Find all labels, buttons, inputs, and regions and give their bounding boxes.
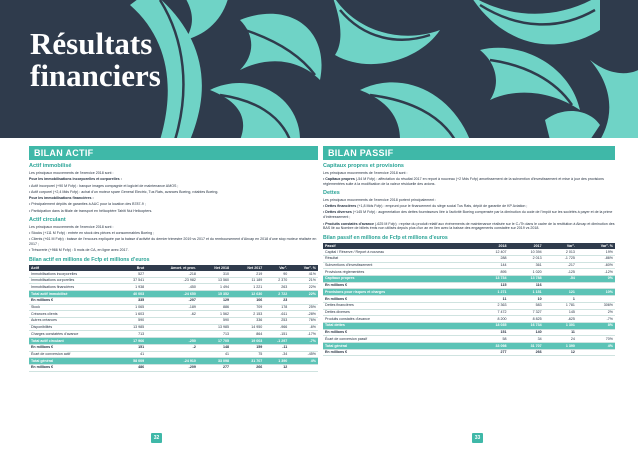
table-row xyxy=(323,309,615,316)
table-row xyxy=(323,329,615,336)
value-cell xyxy=(289,297,318,304)
value-cell: 288 xyxy=(473,255,508,262)
row-label-cell: Résultat xyxy=(323,255,473,262)
column-header: Var°. xyxy=(264,265,289,271)
value-cell: 23 xyxy=(264,297,289,304)
value-cell: 361 xyxy=(508,262,543,269)
row-label-cell: En millions € xyxy=(323,349,473,356)
column-header: Net 2018 xyxy=(198,265,231,271)
table-total-row xyxy=(323,289,615,296)
value-cell: -86% xyxy=(577,255,615,262)
row-label-cell: Stock xyxy=(29,304,120,311)
value-cell: 1 390 xyxy=(264,358,289,365)
table-row xyxy=(323,269,615,276)
value-cell: 1 938 xyxy=(120,284,146,291)
value-cell xyxy=(146,331,198,338)
value-cell: 335 xyxy=(120,297,146,304)
value-cell: 709 xyxy=(231,304,264,311)
value-cell: 13 560 xyxy=(198,277,231,284)
value-cell: 1 781 xyxy=(544,302,577,309)
row-label-cell: Capitaux propres xyxy=(323,275,473,282)
value-cell xyxy=(577,282,615,289)
value-cell: 8% xyxy=(577,322,615,329)
bullet-item xyxy=(323,204,615,209)
value-cell: -217 xyxy=(544,262,577,269)
value-cell: 25% xyxy=(289,304,318,311)
value-cell: 10 xyxy=(508,296,543,303)
bullet-lead: • Produits constatés d’avance xyxy=(323,221,374,226)
value-cell: 4% xyxy=(289,358,318,365)
value-cell: 58 009 xyxy=(120,358,146,365)
value-cell: 253 xyxy=(264,317,289,324)
value-cell: 22% xyxy=(289,291,318,298)
row-label-cell: Immobilisations incorporelles xyxy=(29,271,120,277)
value-cell: 22% xyxy=(289,284,318,291)
value-cell: 145 xyxy=(544,309,577,316)
row-label-cell: Dettes diverses xyxy=(323,309,473,316)
title-line-2: financiers xyxy=(30,58,161,93)
value-cell: 18 035 xyxy=(473,322,508,329)
row-label-cell: En millions € xyxy=(29,344,120,351)
value-cell: 75 xyxy=(231,351,264,358)
value-cell: 713 xyxy=(198,331,231,338)
value-cell: -209 xyxy=(146,364,198,371)
header-banner xyxy=(0,0,638,138)
page-number-right: 33 xyxy=(472,433,483,443)
value-cell: 11 xyxy=(544,329,577,336)
row-label-cell: Total général xyxy=(323,343,473,350)
value-cell: 310 xyxy=(198,271,231,277)
row-label-cell: Immobilisations corporelles xyxy=(29,277,120,284)
value-cell: 527 xyxy=(120,271,146,277)
row-label-cell: En millions € xyxy=(29,297,120,304)
value-cell: 277 xyxy=(198,364,231,371)
paragraph: Les principaux mouvements de l’exercice 2018 portent principalement : xyxy=(323,197,437,202)
table-body xyxy=(29,271,318,371)
value-cell: 8 200 xyxy=(473,316,508,323)
value-cell: 2 153 xyxy=(231,311,264,318)
value-cell: -1 725 xyxy=(544,255,577,262)
row-label-cell: En millions € xyxy=(323,296,473,303)
value-cell: -17% xyxy=(289,331,318,338)
row-label-cell: Immobilisations financières xyxy=(29,284,120,291)
bullet-lead: • Capitaux propres xyxy=(323,177,355,182)
value-cell: 306% xyxy=(577,302,615,309)
value-cell: 106 xyxy=(231,297,264,304)
value-cell: 151 xyxy=(473,329,508,336)
row-label-cell: Dettes financières xyxy=(323,302,473,309)
value-cell: 14 950 xyxy=(231,324,264,331)
value-cell: 1 xyxy=(544,296,577,303)
value-cell: -151 xyxy=(264,331,289,338)
value-cell: 144 xyxy=(473,262,508,269)
value-cell xyxy=(146,351,198,358)
value-cell: -966 xyxy=(264,324,289,331)
value-cell: -250 xyxy=(146,338,198,345)
column-header: Var°. xyxy=(544,243,577,249)
value-cell: 151 xyxy=(120,344,146,351)
table-row xyxy=(29,364,318,371)
bullet-item: • Trésorerie (+966 M Fcfp) : 5 mois de CA, en ligne avec 2017. xyxy=(29,248,129,253)
table-total-row xyxy=(29,291,318,298)
value-cell: 12 xyxy=(544,349,577,356)
value-cell: 2 013 xyxy=(544,249,577,255)
table-row xyxy=(29,344,318,351)
value-cell: 10% xyxy=(577,289,615,296)
column-header: 2017 xyxy=(508,243,543,249)
value-cell: 219 xyxy=(231,271,264,277)
value-cell xyxy=(577,329,615,336)
bullet-item: • Participation dans la filiale de transport en hélicoptère Tahiti Nui Helicopters. xyxy=(29,208,153,213)
value-cell: 7 472 xyxy=(473,309,508,316)
value-cell: 590 xyxy=(120,317,146,324)
paragraph-bold: Pour les immobilisations financières : xyxy=(29,196,94,201)
value-cell: 266 xyxy=(508,349,543,356)
value-cell: 148 xyxy=(198,344,231,351)
value-cell: 129 xyxy=(198,297,231,304)
value-cell: 2 013 xyxy=(508,255,543,262)
value-cell: 31 707 xyxy=(231,358,264,365)
bilan-passif-section xyxy=(323,146,615,356)
table-total-row xyxy=(323,343,615,350)
value-cell: 7 327 xyxy=(508,309,543,316)
value-cell xyxy=(146,317,198,324)
value-cell: -23 982 xyxy=(146,277,198,284)
value-cell: -11 xyxy=(264,344,289,351)
table-body xyxy=(323,249,615,356)
value-cell: 12 407 xyxy=(473,249,508,255)
row-label-cell: En millions € xyxy=(29,364,120,371)
table-row xyxy=(323,349,615,356)
value-cell: 41 xyxy=(198,351,231,358)
row-label-cell: Créances clients xyxy=(29,311,120,318)
value-cell: 2 722 xyxy=(264,291,289,298)
value-cell: 116 xyxy=(508,282,543,289)
value-cell: 16 734 xyxy=(508,322,543,329)
row-label-cell: En millions € xyxy=(323,329,473,336)
value-cell: 121 xyxy=(544,289,577,296)
column-header: Amort. et prov. xyxy=(146,265,198,271)
subheading-actif-circulant: Actif circulant xyxy=(29,216,66,223)
value-cell: 336 xyxy=(231,317,264,324)
value-cell: 10 394 xyxy=(508,249,543,255)
value-cell: 486 xyxy=(120,364,146,371)
value-cell: 4% xyxy=(577,343,615,350)
value-cell: 58 xyxy=(473,336,508,343)
table-row xyxy=(323,255,615,262)
row-label-cell: Total actif immobilisé xyxy=(29,291,120,298)
column-header: Actif xyxy=(29,265,120,271)
value-cell: -7% xyxy=(289,338,318,345)
bullet-lead: • Dettes diverses xyxy=(323,210,352,215)
value-cell: 886 xyxy=(198,304,231,311)
value-cell: -45% xyxy=(289,351,318,358)
value-cell: 19% xyxy=(577,249,615,255)
value-cell: 11 189 xyxy=(231,277,264,284)
row-label-cell: Total général xyxy=(29,358,120,365)
table-row xyxy=(29,351,318,358)
row-label-cell: Charges constatées d’avance xyxy=(29,331,120,338)
value-cell xyxy=(146,324,198,331)
paragraph: Les principaux mouvements de l’exercice 2018 sont : xyxy=(29,171,114,175)
value-cell: 1 494 xyxy=(198,284,231,291)
bullet-item xyxy=(323,210,615,220)
column-header: Passif xyxy=(323,243,473,249)
value-cell: 37 541 xyxy=(120,277,146,284)
value-cell: 159 xyxy=(231,344,264,351)
table-row xyxy=(29,297,318,304)
table-row xyxy=(323,282,615,289)
bullet-lead: • Dettes financières xyxy=(323,204,357,209)
value-cell: 34 xyxy=(508,336,543,343)
row-label-cell: Écart de conversion actif xyxy=(29,351,120,358)
value-cell: 24 xyxy=(544,336,577,343)
value-cell: -54 xyxy=(544,275,577,282)
value-cell: 2 370 xyxy=(264,277,289,284)
row-label-cell: Provisions pour risques et charges xyxy=(323,289,473,296)
row-label-cell: Autres créances xyxy=(29,317,120,324)
value-cell: 1 065 xyxy=(120,304,146,311)
table-row xyxy=(323,296,615,303)
value-cell: 2% xyxy=(577,309,615,316)
value-cell: 1 390 xyxy=(544,343,577,350)
value-cell: 895 xyxy=(473,269,508,276)
value-cell xyxy=(289,364,318,371)
value-cell: 1 151 xyxy=(508,289,543,296)
bullet-item: • Stocks (+111 M Fcfp) : entrée en stock des pièces et consommables Boeing ; xyxy=(29,230,155,235)
value-cell: 17 705 xyxy=(198,338,231,345)
table-row xyxy=(323,262,615,269)
value-cell: 590 xyxy=(198,317,231,324)
value-cell: 2 363 xyxy=(473,302,508,309)
value-cell: 70% xyxy=(577,336,615,343)
table-row xyxy=(29,331,318,338)
title-line-1: Résultats xyxy=(30,26,153,61)
value-cell: -24 650 xyxy=(146,291,198,298)
row-label-cell: Capital / Réserve / Report à nouveau xyxy=(323,249,473,255)
value-cell: 40 003 xyxy=(120,291,146,298)
row-label-cell: Provisions réglementées xyxy=(323,269,473,276)
row-label-cell: Écart de conversion passif xyxy=(323,336,473,343)
value-cell: 21% xyxy=(289,277,318,284)
row-label-cell: Disponibilités xyxy=(29,324,120,331)
table-row xyxy=(29,304,318,311)
bullet-item: • Clients (+61 M Fcfp) : baisse de l’encours expliquée par la baisse d’activité du dernier trimestre 2019 vs 2017 et du remboursement d’Aircap en 2018 d’une stop moteur réalisée en 2017 ; xyxy=(29,237,317,246)
table-row xyxy=(29,317,318,324)
value-cell: 11 xyxy=(473,296,508,303)
section-heading-passif: BILAN PASSIF xyxy=(323,146,615,160)
value-cell: 115 xyxy=(473,282,508,289)
value-cell: 1 271 xyxy=(473,289,508,296)
value-cell: 33 098 xyxy=(198,358,231,365)
column-header: Var°. % xyxy=(289,265,318,271)
value-cell: 12 630 xyxy=(231,291,264,298)
value-cell: 713 xyxy=(120,331,146,338)
value-cell: 12 xyxy=(264,364,289,371)
value-cell: -24 910 xyxy=(146,358,198,365)
value-cell: 1 301 xyxy=(544,322,577,329)
bilan-actif-section xyxy=(29,146,318,372)
paragraph-bold: Pour les immobilisations incorporelles et corporelles : xyxy=(29,177,122,182)
table-title-passif: Bilan passif en millions de Fcfp et millions d’euros xyxy=(323,235,448,242)
subheading-actif-immobilise: Actif immobilisé xyxy=(29,163,72,169)
table-row xyxy=(29,311,318,318)
table-total-row xyxy=(29,338,318,345)
value-cell: 178 xyxy=(264,304,289,311)
value-cell: 583 xyxy=(508,302,543,309)
value-cell: 140 xyxy=(508,329,543,336)
table-row xyxy=(323,336,615,343)
table-total-row xyxy=(323,275,615,282)
value-cell: -62 xyxy=(146,311,198,318)
value-cell xyxy=(577,349,615,356)
value-cell xyxy=(544,282,577,289)
value-cell: -2 xyxy=(146,344,198,351)
table-title-actif: Bilan actif en millions de Fcfp et millions d’euros xyxy=(29,257,150,264)
value-cell: 90 xyxy=(264,271,289,277)
value-cell: 41 xyxy=(120,351,146,358)
value-cell: 33 098 xyxy=(473,343,508,350)
value-cell: -28% xyxy=(289,311,318,318)
value-cell: -450 xyxy=(146,284,198,291)
value-cell: -12% xyxy=(577,269,615,276)
section-heading-actif: BILAN ACTIF xyxy=(29,146,318,160)
table-row xyxy=(29,324,318,331)
value-cell: 17 966 xyxy=(120,338,146,345)
row-label-cell: Subventions d’investissement xyxy=(323,262,473,269)
value-cell: 1 603 xyxy=(120,311,146,318)
value-cell: 19 003 xyxy=(231,338,264,345)
row-label-cell: Total dettes xyxy=(323,322,473,329)
value-cell: 277 xyxy=(473,349,508,356)
table-row xyxy=(29,277,318,284)
value-cell: 15 352 xyxy=(198,291,231,298)
page-number-left: 32 xyxy=(151,433,162,443)
bullet-text: (+145 M Fcfp) : augmentation des dettes fournisseurs liée à l’activité Boeing compensée par la diminution du code de l’impôt sur les sociétés à payer et de la prime d’intéressement ; xyxy=(323,210,613,220)
value-cell: -34 xyxy=(264,351,289,358)
value-cell xyxy=(577,296,615,303)
table-row xyxy=(29,284,318,291)
value-cell: 76% xyxy=(289,317,318,324)
bullet-item xyxy=(323,222,615,232)
column-header: 2018 xyxy=(473,243,508,249)
value-cell: 41% xyxy=(289,271,318,277)
value-cell: -189 xyxy=(146,304,198,311)
value-cell: 13 985 xyxy=(120,324,146,331)
row-label-cell: Produits constatés d’avance xyxy=(323,316,473,323)
value-cell: -611 xyxy=(264,311,289,318)
value-cell: -7% xyxy=(577,316,615,323)
page-title xyxy=(30,28,161,92)
value-cell: 31 707 xyxy=(508,343,543,350)
table-row xyxy=(323,316,615,323)
bullet-text: (-625 M Fcfp) : reprise du produit relatif aux événements de maintenance réalisée sur le C-/7h dans le cadre de la restitution à Aircap et diminution des BAS lié au Nombre de billets émis non utilisés depuis plus d’un an en lien avec la baisse des engagements constatée sur 2019 vs 2018. xyxy=(323,221,615,231)
subheading-dettes: Dettes xyxy=(323,189,340,196)
column-header: Brut xyxy=(120,265,146,271)
value-cell: -625 xyxy=(544,316,577,323)
subheading-capitaux: Capitaux propres et provisions xyxy=(323,163,404,169)
bullet-item: • Principalement dépôts de garanties à AUC pour la location des B787-9 ; xyxy=(29,202,146,207)
paragraph: Les principaux mouvements de l’exercice 2018 sont : xyxy=(323,171,408,175)
value-cell: -1 297 xyxy=(264,338,289,345)
row-label-cell: Total actif circulant xyxy=(29,338,120,345)
value-cell: 13 788 xyxy=(508,275,543,282)
value-cell: 1 020 xyxy=(508,269,543,276)
value-cell: 13 985 xyxy=(198,324,231,331)
bullet-text: (-54 M Fcfp) : affectation du résultat 2017 en report à nouveau (+2 Mds Fcfp) amortissement de la subvention d’investissement et mise à jour des provisions réglementées suite à la modification de la valeur résiduelle des avions. xyxy=(323,177,604,187)
column-header: Net 2017 xyxy=(231,265,264,271)
row-label-cell: En millions € xyxy=(323,282,473,289)
value-cell: -207 xyxy=(146,297,198,304)
value-cell: 1 221 xyxy=(231,284,264,291)
value-cell: -6% xyxy=(289,324,318,331)
column-header: Var°. % xyxy=(577,243,615,249)
table-total-row xyxy=(323,322,615,329)
value-cell: 263 xyxy=(264,284,289,291)
bilan-actif-table xyxy=(29,265,318,372)
value-cell: 13 734 xyxy=(473,275,508,282)
paragraph: Les principaux mouvements de l’exercice 2018 sont : xyxy=(29,224,114,229)
bullet-item: • Actif corporel (+2,4 Mds Fcfp) : achat d’un moteur spare General Electric, Tus Rats, avances Boeing, rotables Boeing. xyxy=(29,189,219,194)
bullet-item xyxy=(323,177,615,187)
table-total-row xyxy=(29,358,318,365)
value-cell: 864 xyxy=(231,331,264,338)
value-cell xyxy=(289,344,318,351)
table-row xyxy=(323,302,615,309)
value-cell: -60% xyxy=(577,262,615,269)
value-cell: 8 825 xyxy=(508,316,543,323)
value-cell: 1 562 xyxy=(198,311,231,318)
bullet-item: • Actif incorporel (+90 M Fcfp) : banque images compagnie et logiciel de maintenance AMOS ; xyxy=(29,183,179,188)
value-cell: -125 xyxy=(544,269,577,276)
value-cell: 0% xyxy=(577,275,615,282)
bilan-passif-table xyxy=(323,243,615,356)
value-cell: -218 xyxy=(146,271,198,277)
bullet-text: (+1,8 Mds Fcfp) : emprunt pour le financement du siège social Tus Rats, dépôt de garantie de KP Aviation ; xyxy=(356,204,528,209)
value-cell: 266 xyxy=(231,364,264,371)
